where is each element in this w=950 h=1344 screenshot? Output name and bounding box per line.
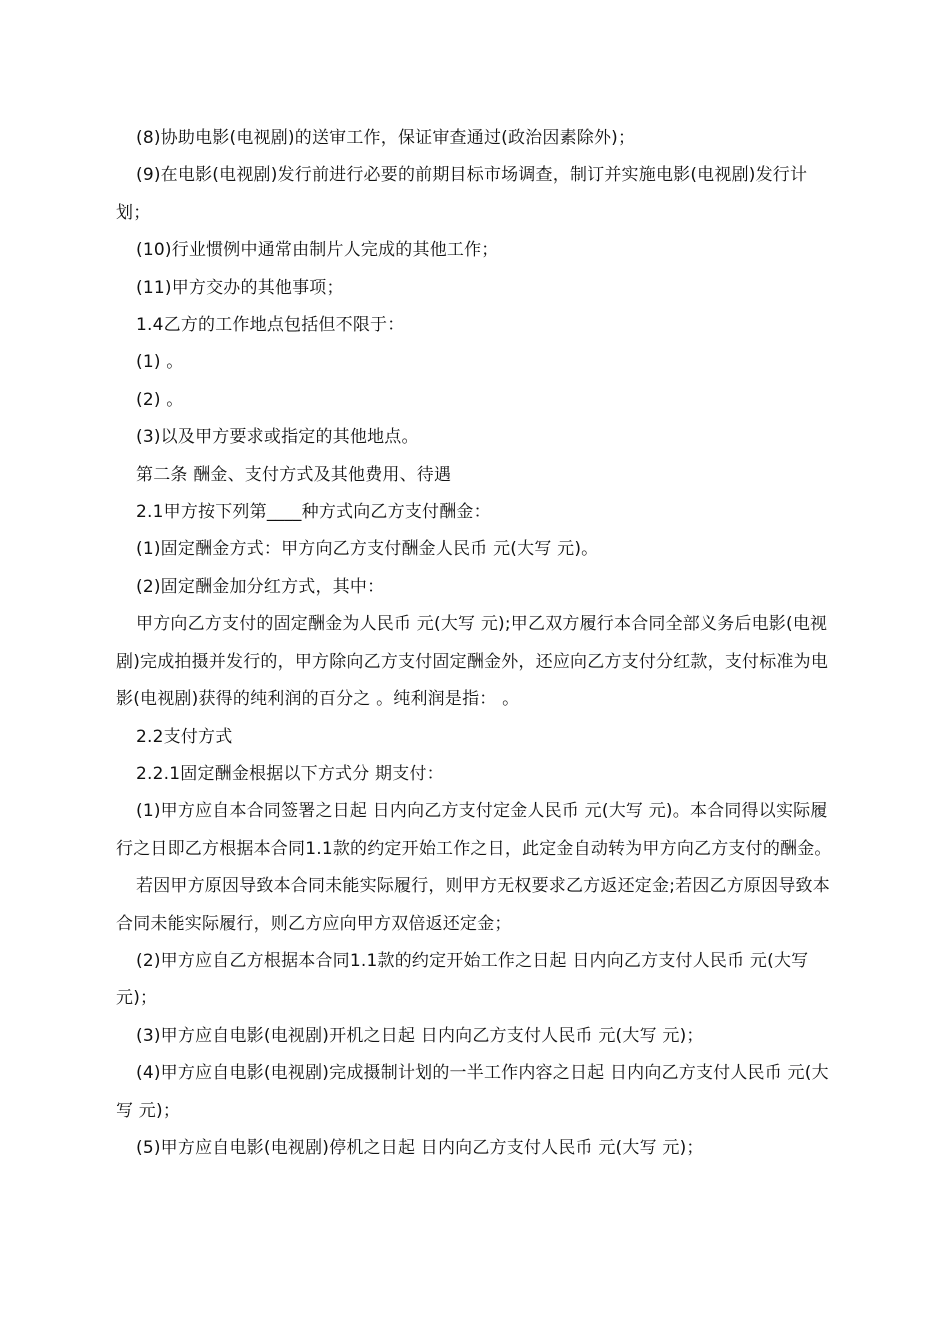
contract-page bbox=[116, 120, 838, 1167]
payment-option-1: (1)固定酬金方式：甲方向乙方支付酬金人民币 元(大写 元)。 bbox=[136, 539, 599, 560]
installment-2: (2)甲方应自乙方根据本合同1.1款的约定开始工作之日起 日内向乙方支付人民币 元(大写 元)； bbox=[116, 950, 814, 1009]
installment-5: (5)甲方应自电影(电视剧)停机之日起 日内向乙方支付人民币 元(大写 元)； bbox=[136, 1137, 704, 1158]
installment-1: (1)甲方应自本合同签署之日起 日内向乙方支付定金人民币 元(大写 元)。本合同得以实际履行之日即乙方根据本合同1.1款的约定开始工作之日，此定金自动转为甲方向乙方支付的酬金。 bbox=[116, 801, 832, 859]
installment-3: (3)甲方应自电影(电视剧)开机之日起 日内向乙方支付人民币 元(大写 元)； bbox=[136, 1025, 704, 1046]
clause-11: (11)甲方交办的其他事项； bbox=[136, 277, 344, 298]
location-3: (3)以及甲方要求或指定的其他地点。 bbox=[136, 427, 419, 448]
clause-8: (8)协助电影(电视剧)的送审工作，保证审查通过(政治因素除外)； bbox=[136, 128, 636, 148]
clause-10: (10)行业惯例中通常由制片人完成的其他工作； bbox=[136, 240, 499, 261]
deposit-terms: 若因甲方原因导致本合同未能实际履行，则甲方无权要求乙方返还定金;若因乙方原因导致本合同未能实际履行，则乙方应向甲方双倍返还定金； bbox=[116, 876, 830, 934]
location-1: (1) 。 bbox=[136, 352, 184, 373]
section-2-2: 2.2支付方式 bbox=[136, 726, 233, 747]
article-2-title: 第二条 酬金、支付方式及其他费用、待遇 bbox=[136, 464, 452, 485]
payment-option-2-detail: 甲方向乙方支付的固定酬金为人民币 元(大写 元);甲乙双方履行本合同全部义务后电影(电视剧)完成拍摄并发行的，甲方除向乙方支付固定酬金外，还应向乙方支付分红款，支付标准为电影(电视剧)获得的纯利润的百分之 。纯利润是指： 。 bbox=[116, 614, 829, 710]
section-2-1: 2.1甲方按下列第____种方式向乙方支付酬金： bbox=[136, 502, 491, 523]
payment-option-2: (2)固定酬金加分红方式，其中： bbox=[136, 576, 385, 597]
clause-9: (9)在电影(电视剧)发行前进行必要的前期目标市场调查，制订并实施电影(电视剧)发行计划； bbox=[116, 165, 808, 223]
location-2: (2) 。 bbox=[136, 389, 184, 410]
section-2-2-1: 2.2.1固定酬金根据以下方式分 期支付： bbox=[136, 763, 444, 784]
installment-4: (4)甲方应自电影(电视剧)完成摄制计划的一半工作内容之日起 日内向乙方支付人民币 元(大写 元)； bbox=[116, 1063, 829, 1121]
section-1-4-heading: 1.4乙方的工作地点包括但不限于： bbox=[136, 315, 405, 336]
